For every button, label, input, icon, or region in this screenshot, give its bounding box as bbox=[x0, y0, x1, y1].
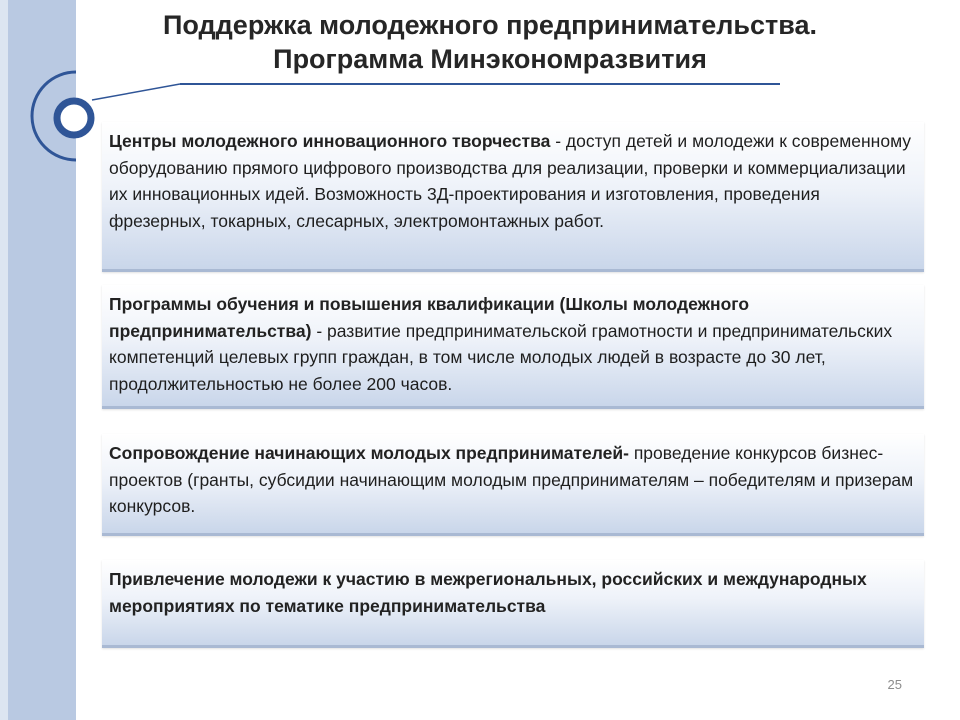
title-line-2: Программа Минэкономразвития bbox=[273, 44, 707, 74]
info-box-youth-innovation-centers bbox=[102, 122, 924, 272]
info-box-text: - доступ детей и молодежи к современному оборудованию прямого цифрового производства для реализации, проверки и коммерциализации их инновационных идей. Возможность 3Д-проектирования и изготовления, проведения фрезерных, токарных, слесарных, электромонтажных работ. bbox=[109, 131, 912, 231]
info-box-heading: Центры молодежного инновационного творчества bbox=[109, 131, 551, 151]
left-decor-band bbox=[0, 0, 76, 720]
page-number: 25 bbox=[887, 677, 902, 692]
info-box-text: проведение конкурсов бизнес-проектов (гранты, субсидии начинающим молодым предпринимателям – победителям и призерам конкурсов. bbox=[109, 443, 914, 516]
info-box-training-programs bbox=[102, 285, 924, 409]
title-line-1: Поддержка молодежного предпринимательства. bbox=[162, 10, 818, 40]
info-box-heading: Привлечение молодежи к участию в межрегиональных, российских и международных мероприятиях по тематике предпринимательства bbox=[109, 569, 867, 616]
info-box-events-participation bbox=[102, 560, 924, 648]
info-box-startup-support bbox=[102, 434, 924, 536]
info-box-heading: Сопровождение начинающих молодых предпринимателей- bbox=[109, 443, 629, 463]
info-box-text: - развитие предпринимательской грамотности и предпринимательских компетенций целевых групп граждан, в том числе молодых людей в возрасте до 30 лет, продолжительностью не более 200 часов. bbox=[109, 320, 893, 394]
page-title bbox=[90, 8, 890, 76]
left-decor-stripe bbox=[0, 0, 8, 720]
info-box-heading: Программы обучения и повышения квалификации (Школы молодежного предпринимательства) bbox=[109, 294, 750, 341]
